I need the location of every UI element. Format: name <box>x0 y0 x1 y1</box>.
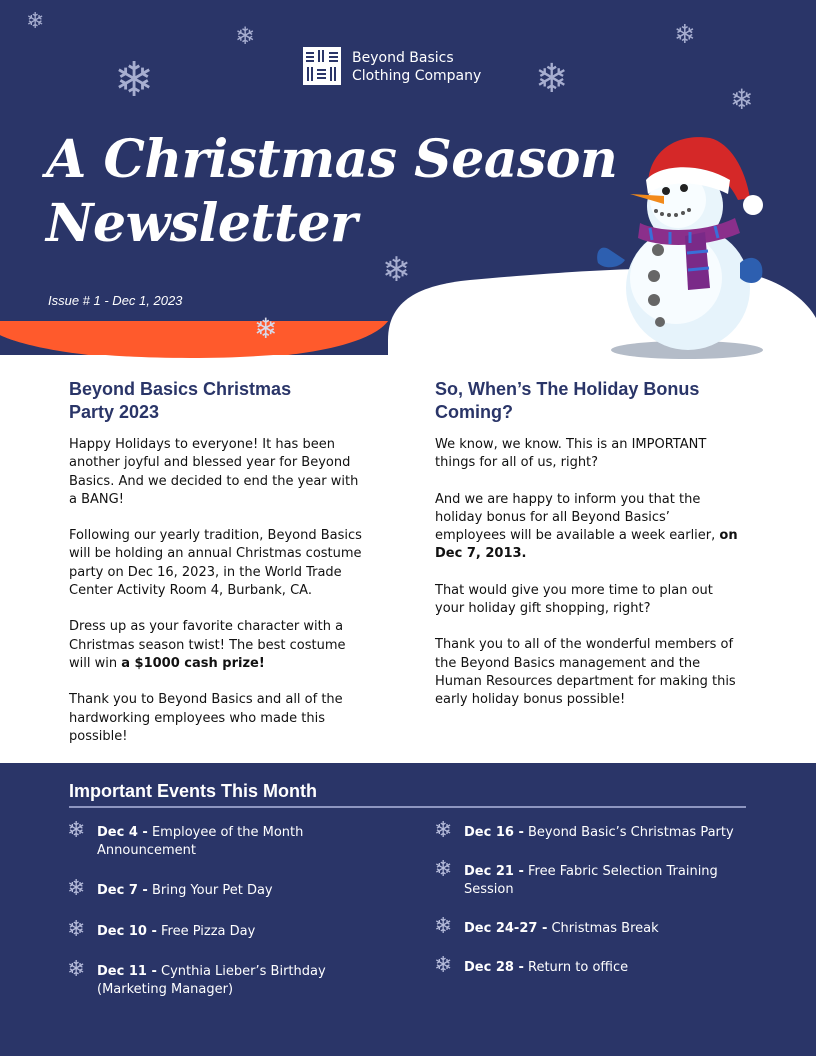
event-text: Cynthia Lieber’s Birthday (Marketing Manager) <box>97 964 326 997</box>
company-name-line2: Clothing Company <box>352 68 482 84</box>
party-paragraph-3 <box>69 618 369 673</box>
snowflake-icon: ❄ <box>434 953 453 978</box>
party-paragraph-1: Happy Holidays to everyone! It has been another joyful and blessed year for Beyond Basics. And we decided to end the year with a BANG! <box>69 437 359 507</box>
snowflake-icon: ❄ <box>67 917 86 942</box>
event-date: Dec 21 - <box>464 864 524 879</box>
event-item <box>434 818 744 843</box>
bonus-date: on Dec 7, 2013. <box>435 528 738 562</box>
bonus-heading-line2: Coming? <box>435 402 513 422</box>
snowflake-icon: ❄ <box>235 22 256 50</box>
events-section <box>0 763 816 1056</box>
snowflake-icon: ❄ <box>434 818 453 843</box>
event-item <box>434 953 744 978</box>
snowflake-icon: ❄ <box>67 876 86 901</box>
bonus-paragraph-3: That would give you more time to plan out your holiday gift shopping, right? <box>435 582 713 617</box>
event-text: Christmas Break <box>551 921 659 936</box>
header-banner <box>0 0 816 370</box>
title-line1: A Christmas Season <box>46 129 618 190</box>
snowflake-icon: ❄ <box>114 52 155 108</box>
event-text: Return to office <box>528 960 629 975</box>
snowflake-icon: ❄ <box>434 914 453 939</box>
event-text: Employee of the Month Announcement <box>97 825 304 858</box>
bonus-paragraph-1: We know, we know. This is an IMPORTANT things for all of us, right? <box>435 437 707 471</box>
event-date: Dec 16 - <box>464 825 524 840</box>
event-date: Dec 24-27 - <box>464 921 548 936</box>
bonus-article <box>435 378 740 728</box>
snowman-illustration <box>590 128 790 368</box>
event-date: Dec 10 - <box>97 924 157 939</box>
events-heading: Important Events This Month <box>69 781 318 801</box>
event-date: Dec 28 - <box>464 960 524 975</box>
snowflake-icon: ❄ <box>67 818 86 843</box>
company-name-line1: Beyond Basics <box>352 50 454 66</box>
party-heading-line1: Beyond Basics Christmas <box>69 379 292 399</box>
snowflake-icon: ❄ <box>67 957 86 982</box>
title-line2: Newsletter <box>46 193 358 254</box>
event-item <box>434 857 744 899</box>
event-text: Beyond Basic’s Christmas Party <box>528 825 734 840</box>
prize-text: a $1000 cash prize! <box>121 655 265 671</box>
party-paragraph-2: Following our yearly tradition, Beyond Basics will be holding an annual Christmas costume party on Dec 16, 2023, in the World Trade Center Activity Room 4, Burbank, CA. <box>69 528 362 599</box>
snowflake-icon: ❄ <box>535 56 569 102</box>
snowflake-icon: ❄ <box>382 250 411 290</box>
bonus-heading-line1: So, When’s The Holiday Bonus <box>435 379 700 399</box>
party-paragraph-3-text: Dress up as your favorite character with a Christmas season twist! The best costume will win <box>69 619 346 671</box>
snowflake-icon: ❄ <box>254 312 278 345</box>
issue-label: Issue # 1 - Dec 1, 2023 <box>48 293 183 308</box>
events-divider <box>69 806 746 808</box>
snowflake-icon: ❄ <box>730 83 754 116</box>
bonus-paragraph-2 <box>435 491 740 564</box>
snowflake-icon: ❄ <box>434 857 453 882</box>
snowflake-icon: ❄ <box>26 9 45 34</box>
event-text: Bring Your Pet Day <box>151 883 273 898</box>
bonus-paragraph-2-text: And we are happy to inform you that the holiday bonus for all Beyond Basics’ employees will be available a week earlier, <box>435 491 720 544</box>
party-heading-line2: Party 2023 <box>69 402 160 422</box>
party-heading <box>69 378 369 424</box>
event-item <box>67 957 357 999</box>
event-item <box>67 818 357 860</box>
party-article <box>69 378 369 764</box>
event-text: Free Fabric Selection Training Session <box>464 864 718 897</box>
bonus-heading <box>435 378 740 424</box>
bonus-paragraph-4: Thank you to all of the wonderful members of the Beyond Basics management and the Human Resources department for making this early holiday bonus possible! <box>435 637 736 708</box>
event-item <box>67 917 357 942</box>
event-date: Dec 11 - <box>97 964 157 979</box>
event-text: Free Pizza Day <box>161 924 256 939</box>
event-date: Dec 4 - <box>97 825 148 840</box>
snowflake-icon: ❄ <box>674 20 696 50</box>
event-date: Dec 7 - <box>97 883 148 898</box>
event-item <box>67 876 357 901</box>
party-paragraph-4: Thank you to Beyond Basics and all of the hardworking employees who made this possible! <box>69 692 343 744</box>
event-item <box>434 914 744 939</box>
